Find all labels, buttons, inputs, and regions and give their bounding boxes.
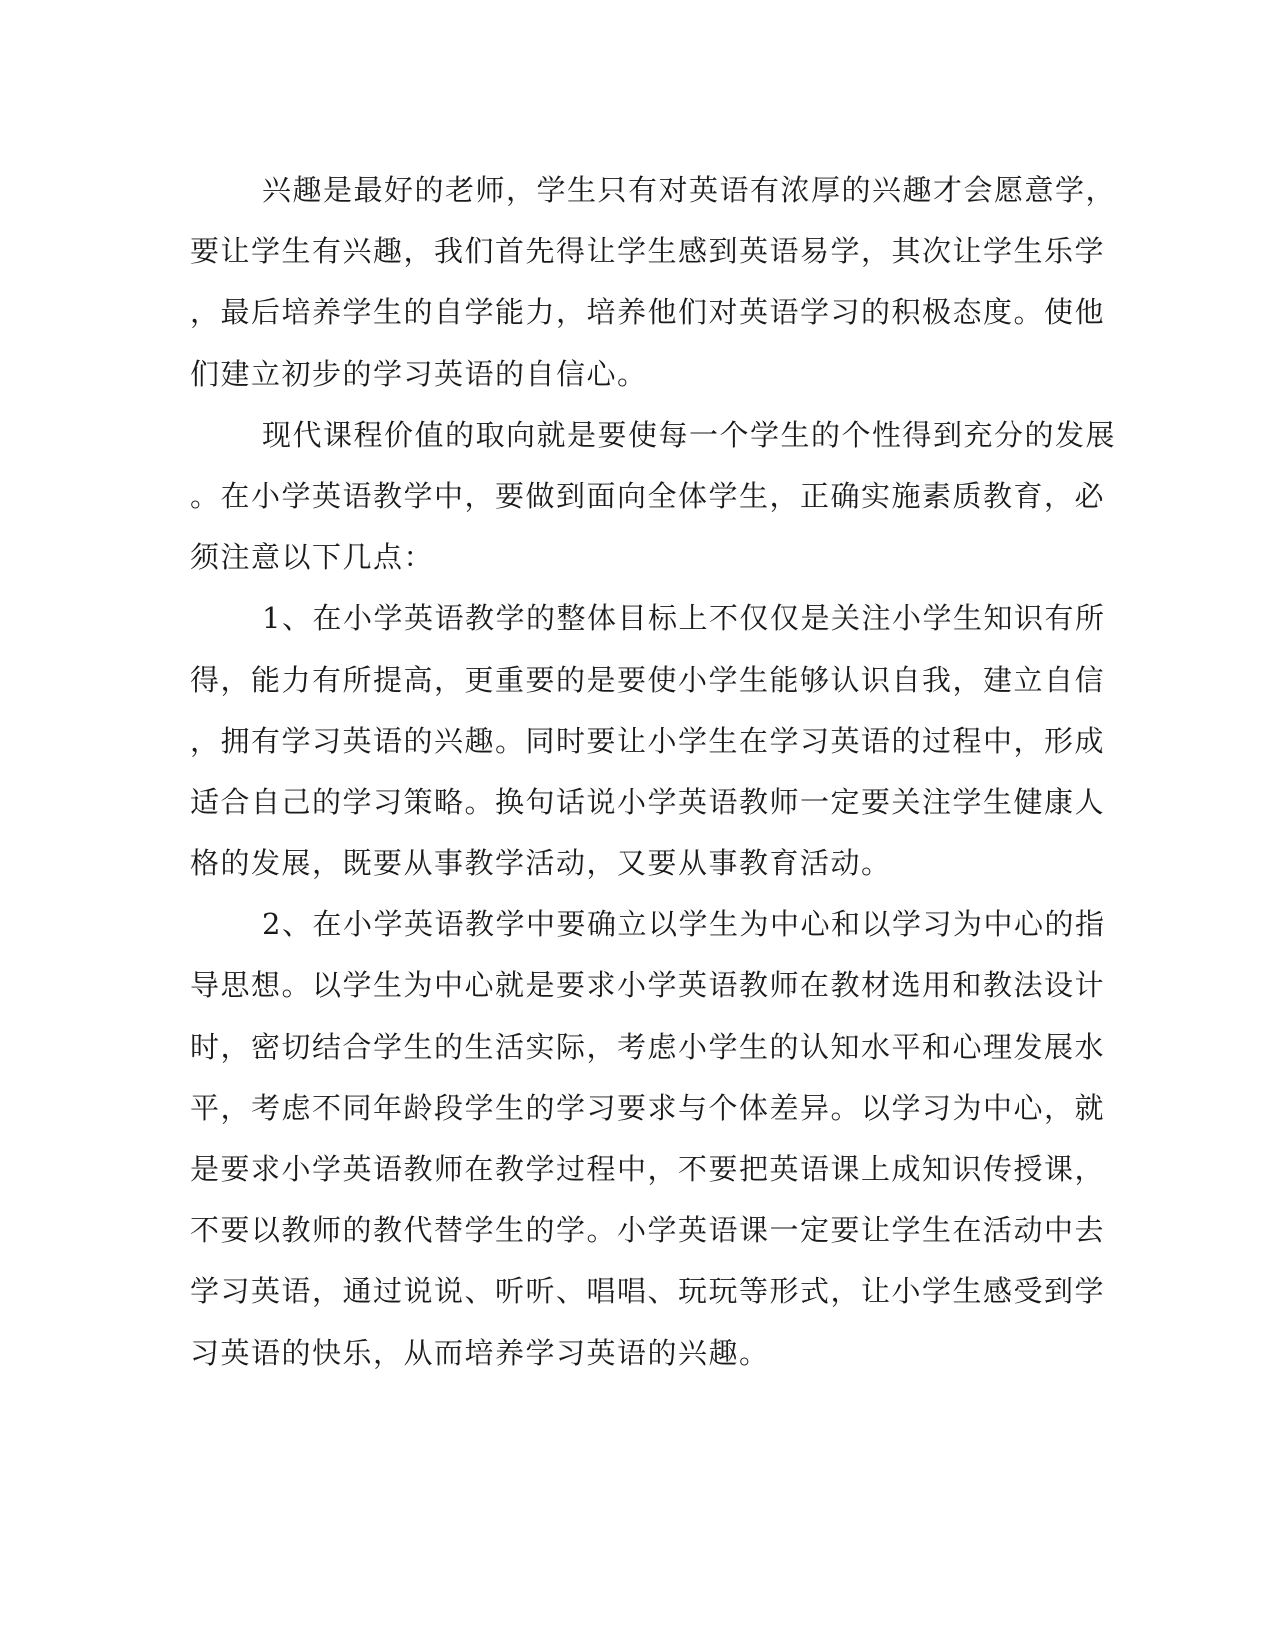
text-line: 是要求小学英语教师在教学过程中，不要把英语课上成知识传授课，	[190, 1152, 1106, 1186]
text-line: 要让学生有兴趣，我们首先得让学生感到英语易学，其次让学生乐学	[190, 234, 1106, 269]
text-line: 须注意以下几点：	[190, 540, 435, 575]
text-line: 平，考虑不同年龄段学生的学习要求与个体差异。以学习为中心，就	[190, 1090, 1106, 1125]
body-text	[190, 160, 1117, 1384]
text-line: 得，能力有所提高，更重要的是要使小学生能够认识自我，建立自信	[190, 662, 1106, 697]
text-line: 1、在小学英语教学的整体目标上不仅仅是关注小学生知识有所	[262, 601, 1106, 636]
text-line: 现代课程价值的取向就是要使每一个学生的个性得到充分的发展	[262, 417, 1117, 452]
paragraph-interest	[190, 160, 1117, 405]
paragraph-point-2	[190, 894, 1106, 1384]
text-line: 学习英语，通过说说、听听、唱唱、玩玩等形式，让小学生感受到学	[190, 1274, 1106, 1309]
text-line: 不要以教师的教代替学生的学。小学英语课一定要让学生在活动中去	[190, 1213, 1106, 1248]
text-line: ，最后培养学生的自学能力，培养他们对英语学习的积极态度。使他	[190, 295, 1106, 330]
text-line: 导思想。以学生为中心就是要求小学英语教师在教材选用和教法设计	[190, 968, 1106, 1003]
paragraph-curriculum-value	[190, 405, 1117, 589]
text-line: 兴趣是最好的老师，学生只有对英语有浓厚的兴趣才会愿意学，	[262, 173, 1117, 207]
text-line: ，拥有学习英语的兴趣。同时要让小学生在学习英语的过程中，形成	[190, 723, 1106, 758]
text-line: 。在小学英语教学中，要做到面向全体学生，正确实施素质教育，必	[190, 478, 1106, 513]
text-line: 2、在小学英语教学中要确立以学生为中心和以学习为中心的指	[262, 907, 1106, 942]
text-line: 适合自己的学习策略。换句话说小学英语教师一定要关注学生健康人	[190, 784, 1106, 819]
text-line: 格的发展，既要从事教学活动，又要从事教育活动。	[190, 846, 892, 881]
text-line: 时，密切结合学生的生活实际，考虑小学生的认知水平和心理发展水	[190, 1029, 1106, 1064]
text-line: 们建立初步的学习英语的自信心。	[190, 356, 648, 391]
text-line: 习英语的快乐，从而培养学习英语的兴趣。	[190, 1335, 770, 1370]
paragraph-point-1	[190, 588, 1106, 894]
